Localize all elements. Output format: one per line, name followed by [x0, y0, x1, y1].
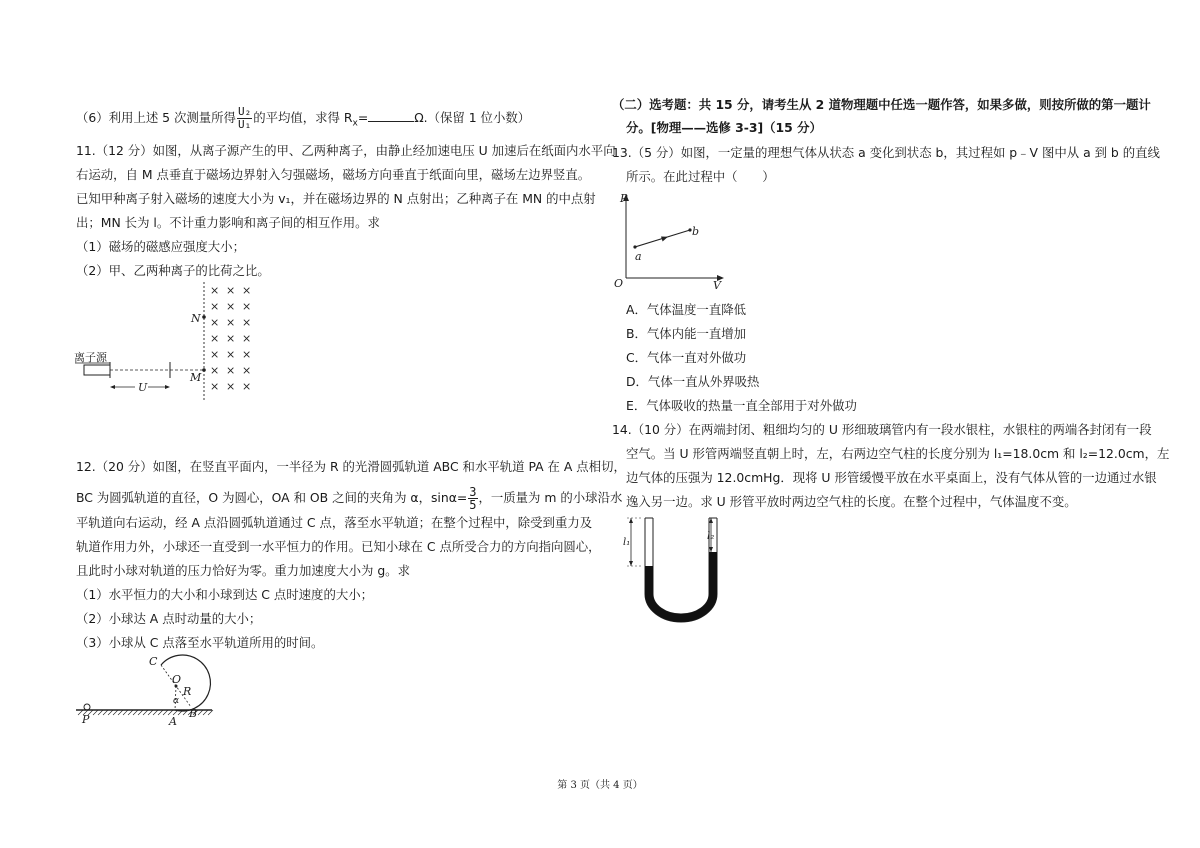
q12-line-5: 且此时小球对轨道的压力恰好为零。重力加速度大小为 g。求	[76, 563, 410, 578]
ion-source-label: 离子源	[74, 351, 107, 364]
hatch-line	[118, 710, 123, 715]
hatch-line	[148, 710, 153, 715]
voltage-label: U	[138, 381, 148, 394]
answer-blank	[368, 109, 414, 122]
hatch-line	[158, 710, 163, 715]
option-b: B．气体内能一直增加	[626, 326, 747, 341]
fraction-numerator: U₂	[237, 105, 252, 118]
q11-sub-1: （1）磁场的磁感应强度大小；	[76, 239, 245, 254]
hatch-line	[208, 710, 213, 715]
point-a-label: A	[169, 715, 177, 728]
hatch-line	[103, 710, 108, 715]
q12-line-2-post: ，一质量为 m 的小球沿水	[478, 490, 623, 505]
hatch-line	[93, 710, 98, 715]
hatch-line	[163, 710, 168, 715]
q14-line-2: 空气。当 U 形管两端竖直朝上时，左，右两边空气柱的长度分别为 l₁=18.0cm 和 l₂=12.0cm，左	[626, 446, 1170, 461]
field-cross-mark: ×	[242, 300, 252, 313]
circular-track-figure	[72, 645, 222, 735]
q11-line-1: 11.（12 分）如图，从离子源产生的甲、乙两种离子，由静止经加速电压 U 加速后在纸面内水平向	[76, 143, 616, 158]
mercury-column	[645, 552, 717, 622]
ion-source-box	[84, 365, 110, 375]
point-p-label: P	[82, 713, 90, 726]
point-m-label: M	[190, 371, 202, 384]
q11-line-3: 已知甲种离子射入磁场的速度大小为 v₁，并在磁场边界的 N 点射出；乙种离子在 MN 的中点射	[76, 191, 596, 206]
sin-denominator: 5	[469, 498, 477, 512]
p-axis-label: P	[620, 192, 628, 205]
q14-line-1: 14.（10 分）在两端封闭、粗细均匀的 U 形细玻璃管内有一段水银柱，水银柱的两端各封闭有一段	[612, 422, 1152, 437]
q11-line-4: 出；MN 长为 l。不计重力影响和离子间的相互作用。求	[76, 215, 380, 230]
option-c: C．气体一直对外做功	[626, 350, 747, 365]
field-cross-mark: ×	[226, 316, 236, 329]
field-cross-mark: ×	[242, 284, 252, 297]
q12-sub-3: （3）小球从 C 点落至水平轨道所用的时间。	[76, 635, 324, 650]
l2-label: l₂	[707, 531, 715, 542]
sin-alpha-fraction	[468, 486, 477, 511]
hatch-line	[98, 710, 103, 715]
u-tube-figure	[615, 512, 735, 622]
point-n-label: N	[191, 312, 201, 325]
q14-line-3: 边气体的压强为 12.0cmHg．现将 U 形管缓慢平放在水平桌面上，没有气体从管的一边通过水银	[626, 470, 1157, 485]
q13-line-2: 所示。在此过程中（ ）	[626, 169, 775, 184]
q13-line-1: 13.（5 分）如图，一定量的理想气体从状态 a 变化到状态 b，其过程如 p﹣V 图中从 a 到 b 的直线	[612, 145, 1160, 160]
equals-sign: =	[357, 110, 369, 125]
q12-line-1: 12.（20 分）如图，在竖直平面内，一半径为 R 的光滑圆弧轨道 ABC 和水平轨道 PA 在 A 点相切，	[76, 459, 626, 474]
section-heading-line-2: 分。[物理——选修 3-3]（15 分）	[626, 120, 822, 135]
q14-line-4: 逸入另一边。求 U 形管平放时两边空气柱的长度。在整个过程中，气体温度不变。	[626, 494, 1077, 509]
question-10-part-6	[76, 106, 530, 131]
field-cross-mark: ×	[226, 332, 236, 345]
field-cross-mark: ×	[210, 380, 220, 393]
q12-line-2	[76, 486, 622, 511]
sin-numerator: 3	[469, 485, 477, 499]
hatch-line	[108, 710, 113, 715]
q12-line-3: 平轨道向右运动，经 A 点沿圆弧轨道通过 C 点，落至水平轨道；在整个过程中，除受到重力及	[76, 515, 593, 530]
q12-line-2-pre: BC 为圆弧轨道的直径，O 为圆心，OA 和 OB 之间的夹角为 α，sinα=	[76, 490, 468, 505]
q12-sub-1: （1）水平恒力的大小和小球到达 C 点时速度的大小；	[76, 587, 374, 602]
hatch-line	[143, 710, 148, 715]
field-cross-mark: ×	[242, 316, 252, 329]
hatch-line	[138, 710, 143, 715]
angle-alpha-label: α	[173, 696, 180, 706]
hatch-line	[153, 710, 158, 715]
option-a: A．气体温度一直降低	[626, 302, 746, 317]
l1-label: l₁	[623, 537, 631, 548]
point-c-label: C	[149, 655, 158, 668]
field-cross-mark: ×	[210, 364, 220, 377]
option-d: D．气体一直从外界吸热	[626, 374, 760, 389]
field-cross-mark: ×	[242, 380, 252, 393]
field-cross-mark: ×	[242, 332, 252, 345]
q12-line-4: 轨道作用力外，小球还一直受到一水平恒力的作用。已知小球在 C 点所受合力的方向指向圆心，	[76, 539, 601, 554]
field-cross-mark: ×	[226, 284, 236, 297]
ion-source-magnetic-field-figure	[70, 280, 270, 405]
ball	[84, 704, 90, 710]
q11-line-2: 右运动，自 M 点垂直于磁场边界射入匀强磁场，磁场方向垂直于纸面向里，磁场左边界竖直。	[76, 167, 591, 182]
p-v-diagram	[610, 190, 735, 290]
q11-sub-2: （2）甲、乙两种离子的比荷之比。	[76, 263, 270, 278]
field-cross-mark: ×	[242, 348, 252, 361]
q12-sub-2: （2）小球达 A 点时动量的大小；	[76, 611, 262, 626]
radius-r-label: R	[183, 685, 192, 698]
q10-6-prefix: （6）利用上述 5 次测量所得	[76, 110, 236, 125]
field-cross-mark: ×	[210, 300, 220, 313]
field-cross-mark: ×	[226, 364, 236, 377]
subscript-x: x	[352, 118, 358, 129]
circular-arc-track	[161, 655, 210, 711]
hatch-line	[203, 710, 208, 715]
field-cross-mark: ×	[226, 300, 236, 313]
field-cross-mark: ×	[226, 380, 236, 393]
hatch-line	[133, 710, 138, 715]
point-b-label: B	[189, 707, 198, 720]
section-heading-line-1: （二）选考题：共 15 分，请考生从 2 道物理题中任选一题作答，如果多做，则按所做的第一题计	[612, 97, 1151, 112]
field-cross-mark: ×	[210, 348, 220, 361]
hatch-line	[128, 710, 133, 715]
fraction-denominator: U₁	[237, 118, 252, 131]
origin-label: O	[614, 277, 624, 290]
field-cross-mark: ×	[210, 332, 220, 345]
page-footer: 第 3 页（共 4 页）	[557, 780, 643, 791]
voltage-ratio-fraction	[237, 106, 252, 131]
hatch-line	[113, 710, 118, 715]
option-e: E．气体吸收的热量一直全部用于对外做功	[626, 398, 857, 413]
state-a-label: a	[635, 250, 642, 263]
field-cross-mark: ×	[210, 284, 220, 297]
center-o-label: O	[172, 673, 182, 686]
hatch-line	[123, 710, 128, 715]
v-axis-label: V	[713, 279, 721, 292]
hatch-line	[198, 710, 203, 715]
field-cross-mark: ×	[242, 364, 252, 377]
state-b-label: b	[692, 225, 700, 238]
field-cross-mark: ×	[226, 348, 236, 361]
q10-6-suffix: 的平均值，求得 R	[253, 110, 353, 125]
magnetic-field-crosses	[210, 284, 251, 393]
field-cross-mark: ×	[210, 316, 220, 329]
q10-6-suffix-end: Ω.（保留 1 位小数）	[414, 110, 531, 125]
